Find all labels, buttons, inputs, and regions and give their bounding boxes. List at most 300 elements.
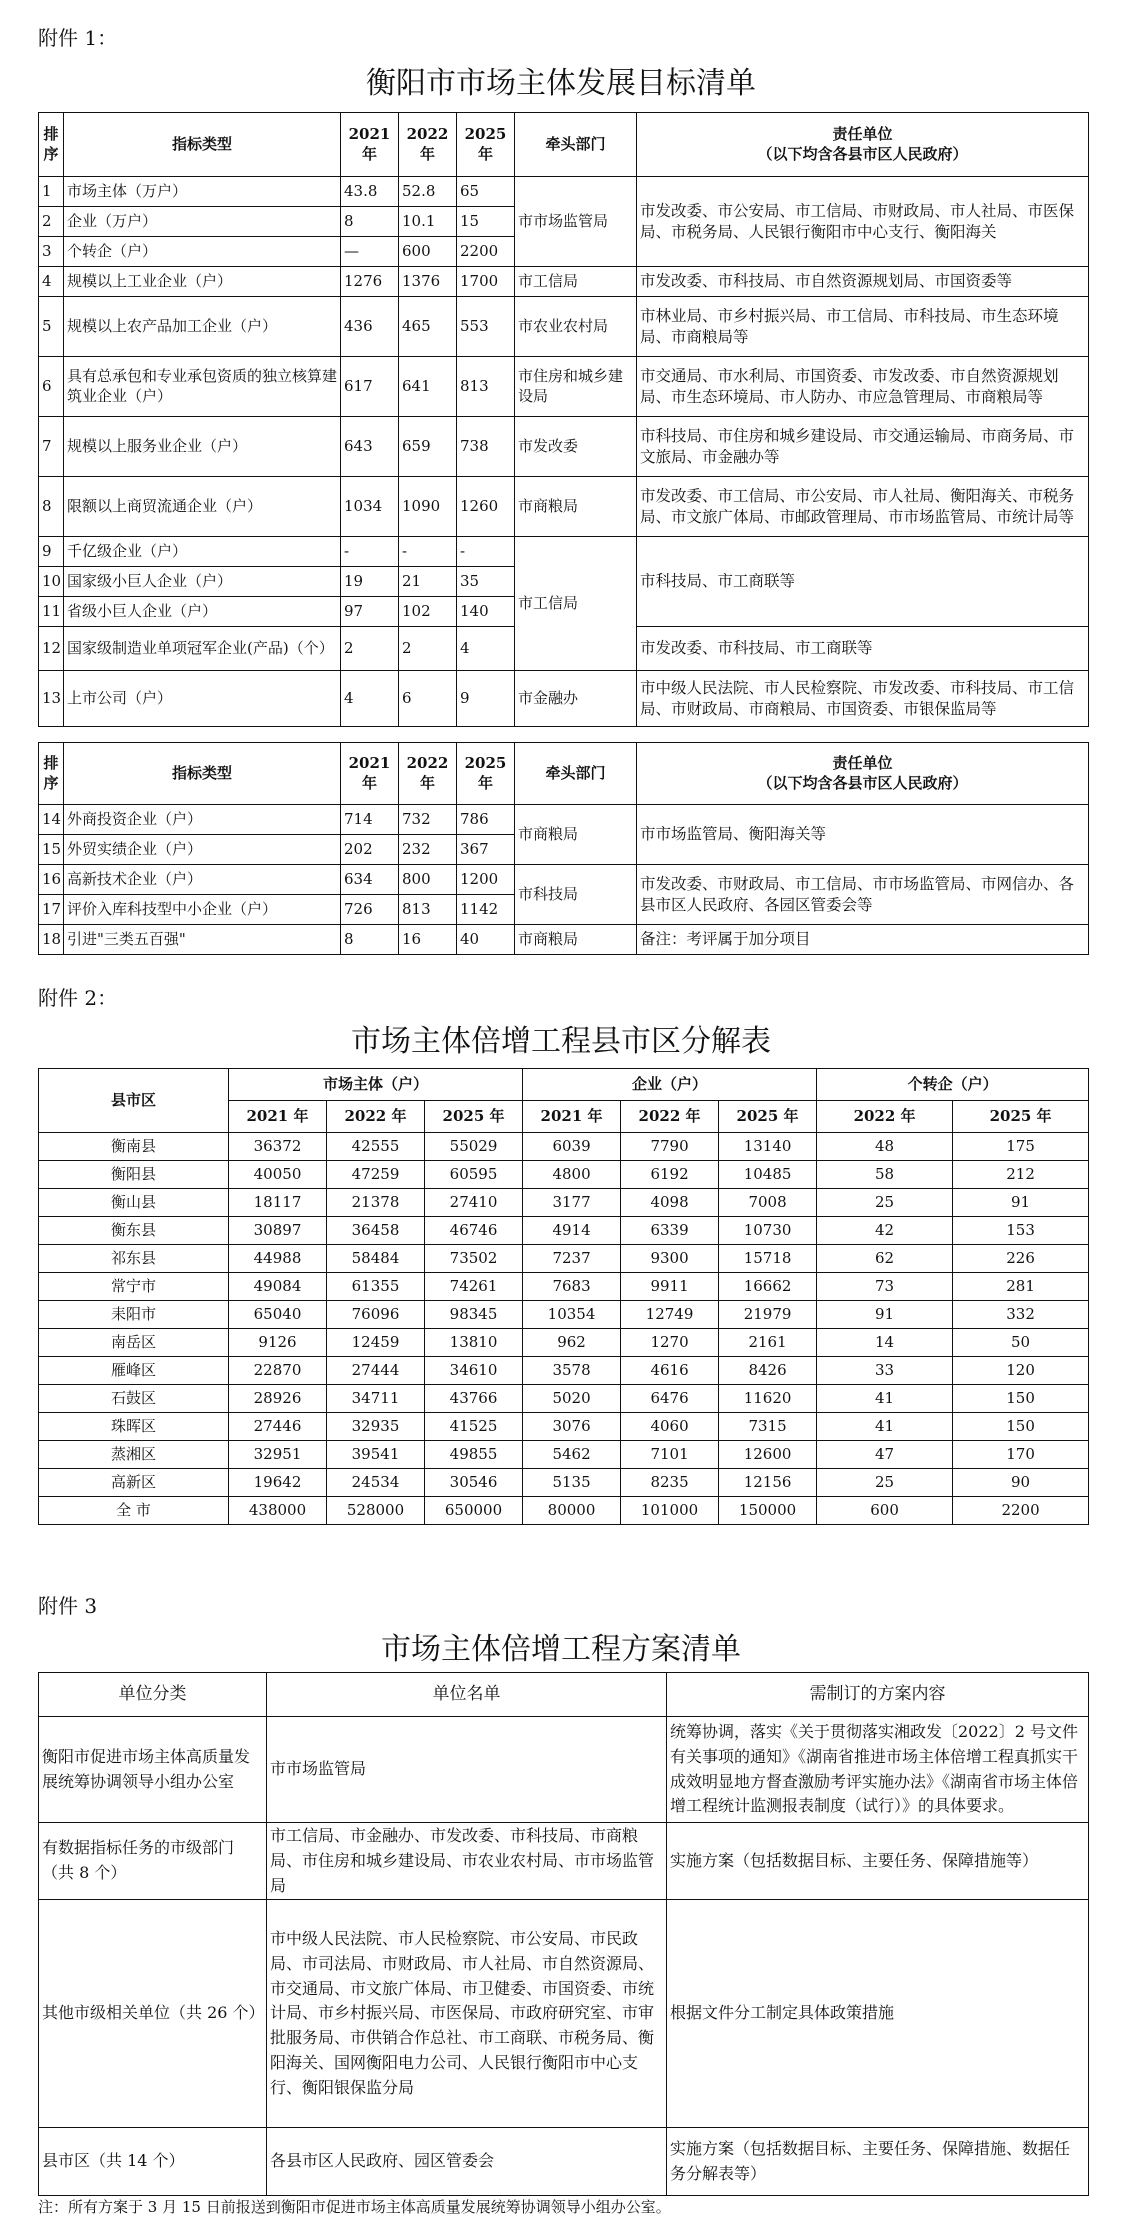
header-2022: 2022 年 bbox=[399, 743, 457, 805]
cell-value: 40050 bbox=[229, 1161, 327, 1189]
cell-type: 千亿级企业（户） bbox=[64, 537, 341, 567]
county-breakdown-table bbox=[38, 1068, 1089, 1525]
cell-content: 统筹协调，落实《关于贯彻落实湘政发〔2022〕2 号文件有关事项的通知》《湖南省推进市场主体倍增工程真抓实干成效明显地方督查激励考评实施办法》《湖南省市场主体倍增工程统计监测报表制度（试行）》的具体要求。 bbox=[667, 1717, 1089, 1823]
table-row bbox=[39, 1357, 1089, 1385]
cell-value: 528000 bbox=[327, 1497, 425, 1525]
cell-2021: 643 bbox=[341, 417, 399, 477]
cell-lead: 市工信局 bbox=[515, 267, 637, 297]
cell-county: 衡东县 bbox=[39, 1217, 229, 1245]
cell-county: 南岳区 bbox=[39, 1329, 229, 1357]
cell-value: 36458 bbox=[327, 1217, 425, 1245]
cell-seq: 13 bbox=[39, 671, 64, 727]
cell-2021: - bbox=[341, 537, 399, 567]
cell-value: 41 bbox=[817, 1385, 953, 1413]
cell-value: 13810 bbox=[425, 1329, 523, 1357]
cell-value: 25 bbox=[817, 1189, 953, 1217]
target-list-table-continued bbox=[38, 742, 1089, 955]
cell-resp: 市发改委、市工信局、市公安局、市人社局、衡阳海关、市税务局、市文旅广体局、市邮政管理局、市市场监管局、市统计局等 bbox=[637, 477, 1089, 537]
table-row bbox=[39, 1413, 1089, 1441]
header-2022: 2022 年 bbox=[621, 1101, 719, 1133]
table-row bbox=[39, 1329, 1089, 1357]
cell-county: 耒阳市 bbox=[39, 1301, 229, 1329]
attachment-2-label: 附件 2： bbox=[38, 986, 118, 1010]
cell-value: 9300 bbox=[621, 1245, 719, 1273]
cell-2021: 97 bbox=[341, 597, 399, 627]
attachment-1-title: 衡阳市市场主体发展目标清单 bbox=[366, 66, 756, 101]
cell-2022: 102 bbox=[399, 597, 457, 627]
cell-2021: 726 bbox=[341, 895, 399, 925]
cell-2021: 19 bbox=[341, 567, 399, 597]
cell-content: 根据文件分工制定具体政策措施 bbox=[667, 1900, 1089, 2128]
cell-2025: 40 bbox=[457, 925, 515, 955]
table-row bbox=[39, 2128, 1089, 2196]
cell-value: 650000 bbox=[425, 1497, 523, 1525]
cell-2025: 9 bbox=[457, 671, 515, 727]
cell-value: 58 bbox=[817, 1161, 953, 1189]
cell-seq: 6 bbox=[39, 357, 64, 417]
cell-type: 上市公司（户） bbox=[64, 671, 341, 727]
cell-2022: - bbox=[399, 537, 457, 567]
cell-value: 27444 bbox=[327, 1357, 425, 1385]
header-type: 指标类型 bbox=[64, 743, 341, 805]
cell-2021: 714 bbox=[341, 805, 399, 835]
cell-2025: 35 bbox=[457, 567, 515, 597]
cell-resp: 市交通局、市水利局、市国资委、市发改委、市自然资源规划局、市生态环境局、市人防办、市应急管理局、市商粮局等 bbox=[637, 357, 1089, 417]
cell-value: 12156 bbox=[719, 1469, 817, 1497]
cell-value: 30897 bbox=[229, 1217, 327, 1245]
attachment-3-label: 附件 3 bbox=[38, 1594, 98, 1618]
cell-value: 98345 bbox=[425, 1301, 523, 1329]
cell-value: 19642 bbox=[229, 1469, 327, 1497]
cell-value: 43766 bbox=[425, 1385, 523, 1413]
cell-value: 6192 bbox=[621, 1161, 719, 1189]
header-2021: 2021 年 bbox=[341, 113, 399, 177]
cell-value: 76096 bbox=[327, 1301, 425, 1329]
cell-2021: 1276 bbox=[341, 267, 399, 297]
cell-type: 规模以上工业企业（户） bbox=[64, 267, 341, 297]
table-header-row bbox=[39, 743, 1089, 805]
cell-value: 600 bbox=[817, 1497, 953, 1525]
header-2022: 2022 年 bbox=[817, 1101, 953, 1133]
table-row bbox=[39, 177, 1089, 207]
cell-value: 25 bbox=[817, 1469, 953, 1497]
cell-value: 6039 bbox=[523, 1133, 621, 1161]
cell-2022: 21 bbox=[399, 567, 457, 597]
cell-value: 3578 bbox=[523, 1357, 621, 1385]
cell-value: 49084 bbox=[229, 1273, 327, 1301]
table-row bbox=[39, 1497, 1089, 1525]
cell-category: 衡阳市促进市场主体高质量发展统筹协调领导小组办公室 bbox=[39, 1717, 267, 1823]
cell-resp: 市发改委、市科技局、市工商联等 bbox=[637, 627, 1089, 671]
cell-value: 4800 bbox=[523, 1161, 621, 1189]
cell-value: 10730 bbox=[719, 1217, 817, 1245]
header-content: 需制订的方案内容 bbox=[667, 1673, 1089, 1717]
cell-value: 34711 bbox=[327, 1385, 425, 1413]
cell-value: 4098 bbox=[621, 1189, 719, 1217]
cell-county: 石鼓区 bbox=[39, 1385, 229, 1413]
cell-resp: 备注：考评属于加分项目 bbox=[637, 925, 1089, 955]
cell-value: 42555 bbox=[327, 1133, 425, 1161]
cell-value: 6476 bbox=[621, 1385, 719, 1413]
cell-resp: 市发改委、市公安局、市工信局、市财政局、市人社局、市医保局、市税务局、人民银行衡阳市中心支行、衡阳海关 bbox=[637, 177, 1089, 267]
header-group-enterprises: 企业（户） bbox=[523, 1069, 817, 1101]
header-lead: 牵头部门 bbox=[515, 743, 637, 805]
header-county: 县市区 bbox=[39, 1069, 229, 1133]
header-resp-line2: （以下均含各县市区人民政府） bbox=[757, 144, 968, 163]
cell-2025: - bbox=[457, 537, 515, 567]
cell-value: 91 bbox=[953, 1189, 1089, 1217]
cell-2025: 65 bbox=[457, 177, 515, 207]
table-row bbox=[39, 865, 1089, 895]
cell-type: 引进"三类五百强" bbox=[64, 925, 341, 955]
cell-2025: 367 bbox=[457, 835, 515, 865]
cell-2025: 813 bbox=[457, 357, 515, 417]
cell-value: 27446 bbox=[229, 1413, 327, 1441]
cell-value: 170 bbox=[953, 1441, 1089, 1469]
cell-2022: 1376 bbox=[399, 267, 457, 297]
cell-value: 150 bbox=[953, 1385, 1089, 1413]
header-resp bbox=[637, 743, 1089, 805]
table-row bbox=[39, 1385, 1089, 1413]
cell-value: 9126 bbox=[229, 1329, 327, 1357]
cell-value: 91 bbox=[817, 1301, 953, 1329]
cell-value: 4616 bbox=[621, 1357, 719, 1385]
attachment-3-title: 市场主体倍增工程方案清单 bbox=[381, 1632, 741, 1667]
cell-resp: 市中级人民法院、市人民检察院、市发改委、市科技局、市工信局、市财政局、市商粮局、市国资委、市银保监局等 bbox=[637, 671, 1089, 727]
header-group-individual-to-enterprise: 个转企（户） bbox=[817, 1069, 1089, 1101]
cell-value: 226 bbox=[953, 1245, 1089, 1273]
header-2025: 2025 年 bbox=[457, 743, 515, 805]
cell-seq: 15 bbox=[39, 835, 64, 865]
cell-value: 15718 bbox=[719, 1245, 817, 1273]
cell-lead: 市住房和城乡建设局 bbox=[515, 357, 637, 417]
cell-2025: 1700 bbox=[457, 267, 515, 297]
cell-category: 有数据指标任务的市级部门（共 8 个） bbox=[39, 1823, 267, 1900]
attachment-2-title: 市场主体倍增工程县市区分解表 bbox=[351, 1024, 771, 1059]
cell-seq: 7 bbox=[39, 417, 64, 477]
cell-2025: 1200 bbox=[457, 865, 515, 895]
table-row bbox=[39, 1301, 1089, 1329]
cell-2021: 634 bbox=[341, 865, 399, 895]
table-row bbox=[39, 1245, 1089, 1273]
cell-seq: 10 bbox=[39, 567, 64, 597]
cell-units: 市工信局、市金融办、市发改委、市科技局、市商粮局、市住房和城乡建设局、市农业农村局、市市场监管局 bbox=[267, 1823, 667, 1900]
cell-2022: 465 bbox=[399, 297, 457, 357]
cell-county: 衡南县 bbox=[39, 1133, 229, 1161]
cell-2022: 1090 bbox=[399, 477, 457, 537]
cell-2025: 2200 bbox=[457, 237, 515, 267]
cell-value: 11620 bbox=[719, 1385, 817, 1413]
cell-county: 衡阳县 bbox=[39, 1161, 229, 1189]
table-row bbox=[39, 357, 1089, 417]
attachment-1-label: 附件 1： bbox=[38, 26, 118, 50]
cell-lead: 市科技局 bbox=[515, 865, 637, 925]
cell-seq: 18 bbox=[39, 925, 64, 955]
cell-2025: 1260 bbox=[457, 477, 515, 537]
header-2025: 2025 年 bbox=[457, 113, 515, 177]
cell-value: 44988 bbox=[229, 1245, 327, 1273]
cell-value: 8235 bbox=[621, 1469, 719, 1497]
header-resp-line1: 责任单位 bbox=[832, 125, 893, 143]
table-row bbox=[39, 267, 1089, 297]
cell-value: 153 bbox=[953, 1217, 1089, 1245]
table-row bbox=[39, 477, 1089, 537]
cell-value: 48 bbox=[817, 1133, 953, 1161]
table-row bbox=[39, 1133, 1089, 1161]
cell-type: 国家级制造业单项冠军企业(产品)（个） bbox=[64, 627, 341, 671]
cell-value: 24534 bbox=[327, 1469, 425, 1497]
cell-2022: 800 bbox=[399, 865, 457, 895]
cell-value: 7101 bbox=[621, 1441, 719, 1469]
cell-seq: 12 bbox=[39, 627, 64, 671]
cell-county: 珠晖区 bbox=[39, 1413, 229, 1441]
cell-value: 6339 bbox=[621, 1217, 719, 1245]
cell-2021: 8 bbox=[341, 207, 399, 237]
cell-value: 2200 bbox=[953, 1497, 1089, 1525]
target-list-table bbox=[38, 112, 1089, 727]
cell-value: 41525 bbox=[425, 1413, 523, 1441]
cell-value: 13140 bbox=[719, 1133, 817, 1161]
cell-value: 32935 bbox=[327, 1413, 425, 1441]
cell-value: 33 bbox=[817, 1357, 953, 1385]
cell-value: 65040 bbox=[229, 1301, 327, 1329]
cell-2022: 600 bbox=[399, 237, 457, 267]
cell-2022: 641 bbox=[399, 357, 457, 417]
plan-list-table bbox=[38, 1672, 1089, 2196]
cell-2021: 436 bbox=[341, 297, 399, 357]
cell-value: 9911 bbox=[621, 1273, 719, 1301]
cell-county: 祁东县 bbox=[39, 1245, 229, 1273]
cell-2022: 10.1 bbox=[399, 207, 457, 237]
cell-value: 39541 bbox=[327, 1441, 425, 1469]
cell-type: 国家级小巨人企业（户） bbox=[64, 567, 341, 597]
header-2025: 2025 年 bbox=[425, 1101, 523, 1133]
cell-value: 10354 bbox=[523, 1301, 621, 1329]
cell-resp: 市科技局、市工商联等 bbox=[637, 537, 1089, 627]
cell-value: 80000 bbox=[523, 1497, 621, 1525]
cell-seq: 5 bbox=[39, 297, 64, 357]
cell-value: 27410 bbox=[425, 1189, 523, 1217]
cell-county: 蒸湘区 bbox=[39, 1441, 229, 1469]
cell-type: 省级小巨人企业（户） bbox=[64, 597, 341, 627]
table-row bbox=[39, 925, 1089, 955]
cell-seq: 14 bbox=[39, 805, 64, 835]
cell-type: 外商投资企业（户） bbox=[64, 805, 341, 835]
header-seq: 排序 bbox=[39, 113, 64, 177]
cell-value: 5020 bbox=[523, 1385, 621, 1413]
cell-lead: 市商粮局 bbox=[515, 805, 637, 865]
cell-county: 全 市 bbox=[39, 1497, 229, 1525]
cell-seq: 17 bbox=[39, 895, 64, 925]
cell-value: 36372 bbox=[229, 1133, 327, 1161]
cell-lead: 市金融办 bbox=[515, 671, 637, 727]
cell-value: 2161 bbox=[719, 1329, 817, 1357]
cell-2021: 1034 bbox=[341, 477, 399, 537]
header-lead: 牵头部门 bbox=[515, 113, 637, 177]
table-row bbox=[39, 1823, 1089, 1900]
cell-county: 雁峰区 bbox=[39, 1357, 229, 1385]
header-resp-line2: （以下均含各县市区人民政府） bbox=[757, 773, 968, 792]
cell-seq: 16 bbox=[39, 865, 64, 895]
table-row bbox=[39, 1189, 1089, 1217]
header-category: 单位分类 bbox=[39, 1673, 267, 1717]
header-2025: 2025 年 bbox=[953, 1101, 1089, 1133]
cell-value: 7237 bbox=[523, 1245, 621, 1273]
cell-value: 73 bbox=[817, 1273, 953, 1301]
cell-value: 7790 bbox=[621, 1133, 719, 1161]
cell-lead: 市工信局 bbox=[515, 537, 637, 671]
cell-lead: 市发改委 bbox=[515, 417, 637, 477]
cell-value: 30546 bbox=[425, 1469, 523, 1497]
cell-seq: 11 bbox=[39, 597, 64, 627]
cell-2022: 813 bbox=[399, 895, 457, 925]
cell-value: 28926 bbox=[229, 1385, 327, 1413]
header-group-market-entities: 市场主体（户） bbox=[229, 1069, 523, 1101]
cell-resp: 市发改委、市财政局、市工信局、市市场监管局、市网信办、各县市区人民政府、各园区管委会等 bbox=[637, 865, 1089, 925]
cell-resp: 市市场监管局、衡阳海关等 bbox=[637, 805, 1089, 865]
cell-value: 34610 bbox=[425, 1357, 523, 1385]
cell-units: 各县市区人民政府、园区管委会 bbox=[267, 2128, 667, 2196]
cell-value: 7315 bbox=[719, 1413, 817, 1441]
cell-value: 212 bbox=[953, 1161, 1089, 1189]
cell-resp: 市科技局、市住房和城乡建设局、市交通运输局、市商务局、市文旅局、市金融办等 bbox=[637, 417, 1089, 477]
cell-value: 60595 bbox=[425, 1161, 523, 1189]
table-row bbox=[39, 1441, 1089, 1469]
cell-content: 实施方案（包括数据目标、主要任务、保障措施、数据任务分解表等） bbox=[667, 2128, 1089, 2196]
cell-value: 8426 bbox=[719, 1357, 817, 1385]
cell-type: 限额以上商贸流通企业（户） bbox=[64, 477, 341, 537]
cell-county: 常宁市 bbox=[39, 1273, 229, 1301]
cell-value: 962 bbox=[523, 1329, 621, 1357]
cell-value: 22870 bbox=[229, 1357, 327, 1385]
cell-value: 332 bbox=[953, 1301, 1089, 1329]
cell-2025: 553 bbox=[457, 297, 515, 357]
cell-resp: 市发改委、市科技局、市自然资源规划局、市国资委等 bbox=[637, 267, 1089, 297]
cell-value: 150000 bbox=[719, 1497, 817, 1525]
cell-value: 73502 bbox=[425, 1245, 523, 1273]
header-units: 单位名单 bbox=[267, 1673, 667, 1717]
cell-value: 7683 bbox=[523, 1273, 621, 1301]
cell-value: 47259 bbox=[327, 1161, 425, 1189]
cell-type: 高新技术企业（户） bbox=[64, 865, 341, 895]
cell-units: 市市场监管局 bbox=[267, 1717, 667, 1823]
cell-value: 7008 bbox=[719, 1189, 817, 1217]
table-row bbox=[39, 1900, 1089, 2128]
header-2021: 2021 年 bbox=[523, 1101, 621, 1133]
cell-type: 企业（万户） bbox=[64, 207, 341, 237]
cell-category: 其他市级相关单位（共 26 个） bbox=[39, 1900, 267, 2128]
cell-value: 21979 bbox=[719, 1301, 817, 1329]
cell-value: 55029 bbox=[425, 1133, 523, 1161]
table-row bbox=[39, 671, 1089, 727]
cell-2022: 732 bbox=[399, 805, 457, 835]
cell-value: 74261 bbox=[425, 1273, 523, 1301]
table-header-row bbox=[39, 1069, 1089, 1101]
table-row bbox=[39, 297, 1089, 357]
cell-2021: 43.8 bbox=[341, 177, 399, 207]
cell-2025: 140 bbox=[457, 597, 515, 627]
cell-value: 12749 bbox=[621, 1301, 719, 1329]
cell-seq: 9 bbox=[39, 537, 64, 567]
cell-value: 101000 bbox=[621, 1497, 719, 1525]
table-row bbox=[39, 1717, 1089, 1823]
cell-value: 61355 bbox=[327, 1273, 425, 1301]
cell-resp: 市林业局、市乡村振兴局、市工信局、市科技局、市生态环境局、市商粮局等 bbox=[637, 297, 1089, 357]
cell-lead: 市市场监管局 bbox=[515, 177, 637, 267]
cell-value: 4914 bbox=[523, 1217, 621, 1245]
header-2021: 2021 年 bbox=[341, 743, 399, 805]
cell-value: 16662 bbox=[719, 1273, 817, 1301]
cell-2025: 786 bbox=[457, 805, 515, 835]
cell-value: 58484 bbox=[327, 1245, 425, 1273]
cell-value: 47 bbox=[817, 1441, 953, 1469]
cell-value: 49855 bbox=[425, 1441, 523, 1469]
cell-value: 42 bbox=[817, 1217, 953, 1245]
cell-value: 3177 bbox=[523, 1189, 621, 1217]
header-seq: 排序 bbox=[39, 743, 64, 805]
cell-value: 175 bbox=[953, 1133, 1089, 1161]
cell-county: 高新区 bbox=[39, 1469, 229, 1497]
cell-type: 外贸实绩企业（户） bbox=[64, 835, 341, 865]
cell-value: 21378 bbox=[327, 1189, 425, 1217]
cell-seq: 2 bbox=[39, 207, 64, 237]
header-resp-line1: 责任单位 bbox=[832, 754, 893, 772]
cell-value: 5135 bbox=[523, 1469, 621, 1497]
cell-value: 4060 bbox=[621, 1413, 719, 1441]
cell-lead: 市商粮局 bbox=[515, 925, 637, 955]
cell-2025: 1142 bbox=[457, 895, 515, 925]
county-rows bbox=[39, 1133, 1089, 1525]
cell-value: 18117 bbox=[229, 1189, 327, 1217]
cell-2022: 232 bbox=[399, 835, 457, 865]
cell-2022: 659 bbox=[399, 417, 457, 477]
cell-2022: 6 bbox=[399, 671, 457, 727]
cell-value: 41 bbox=[817, 1413, 953, 1441]
cell-value: 90 bbox=[953, 1469, 1089, 1497]
table-row bbox=[39, 805, 1089, 835]
table-row bbox=[39, 417, 1089, 477]
header-2022: 2022 年 bbox=[399, 113, 457, 177]
cell-2022: 52.8 bbox=[399, 177, 457, 207]
cell-2021: 4 bbox=[341, 671, 399, 727]
header-resp bbox=[637, 113, 1089, 177]
cell-seq: 8 bbox=[39, 477, 64, 537]
cell-value: 1270 bbox=[621, 1329, 719, 1357]
table-header-row bbox=[39, 113, 1089, 177]
cell-value: 5462 bbox=[523, 1441, 621, 1469]
cell-value: 50 bbox=[953, 1329, 1089, 1357]
header-2021: 2021 年 bbox=[229, 1101, 327, 1133]
cell-lead: 市农业农村局 bbox=[515, 297, 637, 357]
cell-content: 实施方案（包括数据目标、主要任务、保障措施等） bbox=[667, 1823, 1089, 1900]
cell-2021: 8 bbox=[341, 925, 399, 955]
cell-category: 县市区（共 14 个） bbox=[39, 2128, 267, 2196]
table-row bbox=[39, 1217, 1089, 1245]
cell-2021: 202 bbox=[341, 835, 399, 865]
cell-type: 评价入库科技型中小企业（户） bbox=[64, 895, 341, 925]
table-row bbox=[39, 1273, 1089, 1301]
table-row bbox=[39, 1161, 1089, 1189]
cell-type: 市场主体（万户） bbox=[64, 177, 341, 207]
cell-type: 具有总承包和专业承包资质的独立核算建筑业企业（户） bbox=[64, 357, 341, 417]
cell-value: 438000 bbox=[229, 1497, 327, 1525]
cell-type: 规模以上服务业企业（户） bbox=[64, 417, 341, 477]
cell-value: 281 bbox=[953, 1273, 1089, 1301]
footnote: 注：所有方案于 3 月 15 日前报送到衡阳市促进市场主体高质量发展统筹协调领导小组办公室。 bbox=[38, 2198, 671, 2216]
table-header-row bbox=[39, 1673, 1089, 1717]
cell-county: 衡山县 bbox=[39, 1189, 229, 1217]
cell-value: 12600 bbox=[719, 1441, 817, 1469]
